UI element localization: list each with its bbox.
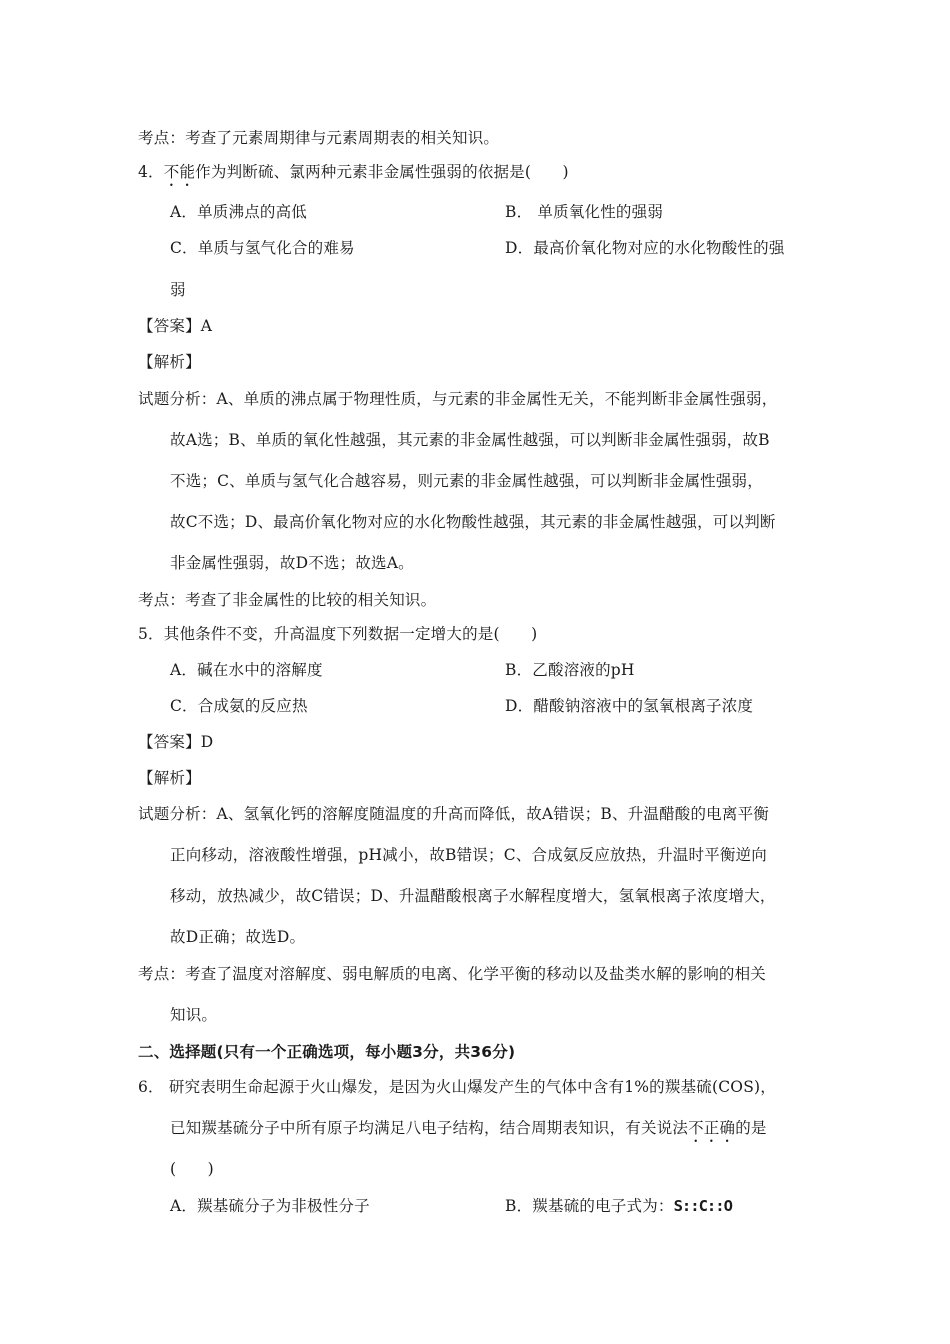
answer-line: 【答案】D bbox=[138, 733, 214, 751]
question-6-stem-continued bbox=[170, 1118, 767, 1146]
analysis-text: 试题分析：A、氢氧化钙的溶解度随温度的升高而降低，故A错误；B、升温醋酸的电离平衡 bbox=[138, 805, 769, 823]
option-a: A．单质沸点的高低 bbox=[170, 203, 307, 221]
question-number: 4． bbox=[138, 163, 164, 181]
answer-line: 【答案】A bbox=[138, 317, 213, 335]
emphasized-text: 不能 bbox=[163, 163, 196, 181]
question-4-stem bbox=[138, 162, 569, 190]
question-text: 已知羰基硫分子中所有原子均满足八电子结构，结合周期表知识，有关说法 bbox=[170, 1119, 689, 1137]
question-text: 的是 bbox=[735, 1119, 767, 1137]
option-d-continued: 弱 bbox=[170, 281, 186, 299]
analysis-text: 正向移动，溶液酸性增强，pH减小，故B错误；C、合成氨反应放热，升温时平衡逆向 bbox=[170, 846, 767, 864]
section-heading: 二、选择题(只有一个正确选项，每小题3分，共36分) bbox=[138, 1043, 516, 1061]
option-c: C．单质与氢气化合的难易 bbox=[170, 239, 355, 257]
question-5-stem: 5．其他条件不变，升高温度下列数据一定增大的是( ) bbox=[138, 625, 538, 643]
exam-point-line: 考点：考查了非金属性的比较的相关知识。 bbox=[138, 591, 437, 609]
analysis-heading: 【解析】 bbox=[138, 353, 201, 371]
option-a: A．碱在水中的溶解度 bbox=[170, 661, 323, 679]
option-d: D．醋酸钠溶液中的氢氧根离子浓度 bbox=[505, 697, 754, 715]
answer-bracket: ( ) bbox=[170, 1160, 214, 1178]
analysis-text: 故A选；B、单质的氧化性越强，其元素的非金属性越强，可以判断非金属性强弱，故B bbox=[170, 431, 770, 449]
analysis-text: 故C不选；D、最高价氧化物对应的水化物酸性越强，其元素的非金属性越强，可以判断 bbox=[170, 513, 776, 531]
electron-formula: S::C::O bbox=[673, 1197, 732, 1215]
analysis-text: 不选；C、单质与氢气化合越容易，则元素的非金属性越强，可以判断非金属性强弱， bbox=[170, 472, 763, 490]
option-b: B． 单质氧化性的强弱 bbox=[505, 203, 664, 221]
option-a: A．羰基硫分子为非极性分子 bbox=[170, 1197, 370, 1215]
analysis-text: 非金属性强弱，故D不选；故选A。 bbox=[170, 554, 414, 572]
analysis-text: 移动，放热减少，故C错误；D、升温醋酸根离子水解程度增大，氢氧根离子浓度增大， bbox=[170, 887, 776, 905]
analysis-heading: 【解析】 bbox=[138, 769, 201, 787]
option-text: B．羰基硫的电子式为： bbox=[505, 1197, 674, 1215]
analysis-text: 试题分析：A、单质的沸点属于物理性质，与元素的非金属性无关，不能判断非金属性强弱， bbox=[138, 390, 778, 408]
exam-point-line: 考点：考查了温度对溶解度、弱电解质的电离、化学平衡的移动以及盐类水解的影响的相关 bbox=[138, 965, 767, 983]
exam-point-continued: 知识。 bbox=[170, 1006, 218, 1024]
exam-point-line: 考点：考查了元素周期律与元素周期表的相关知识。 bbox=[138, 129, 500, 147]
option-d: D．最高价氧化物对应的水化物酸性的强 bbox=[505, 239, 785, 257]
emphasized-text: 不正确 bbox=[688, 1119, 736, 1137]
question-text: 作为判断硫、氯两种元素非金属性强弱的依据是( ) bbox=[195, 163, 569, 181]
analysis-text: 故D正确；故选D。 bbox=[170, 928, 306, 946]
question-6-stem: 6． 研究表明生命起源于火山爆发，是因为火山爆发产生的气体中含有1%的羰基硫(COS)， bbox=[138, 1078, 776, 1096]
option-c: C．合成氨的反应热 bbox=[170, 697, 308, 715]
option-b: B．乙酸溶液的pH bbox=[505, 661, 635, 679]
option-b bbox=[505, 1196, 732, 1216]
